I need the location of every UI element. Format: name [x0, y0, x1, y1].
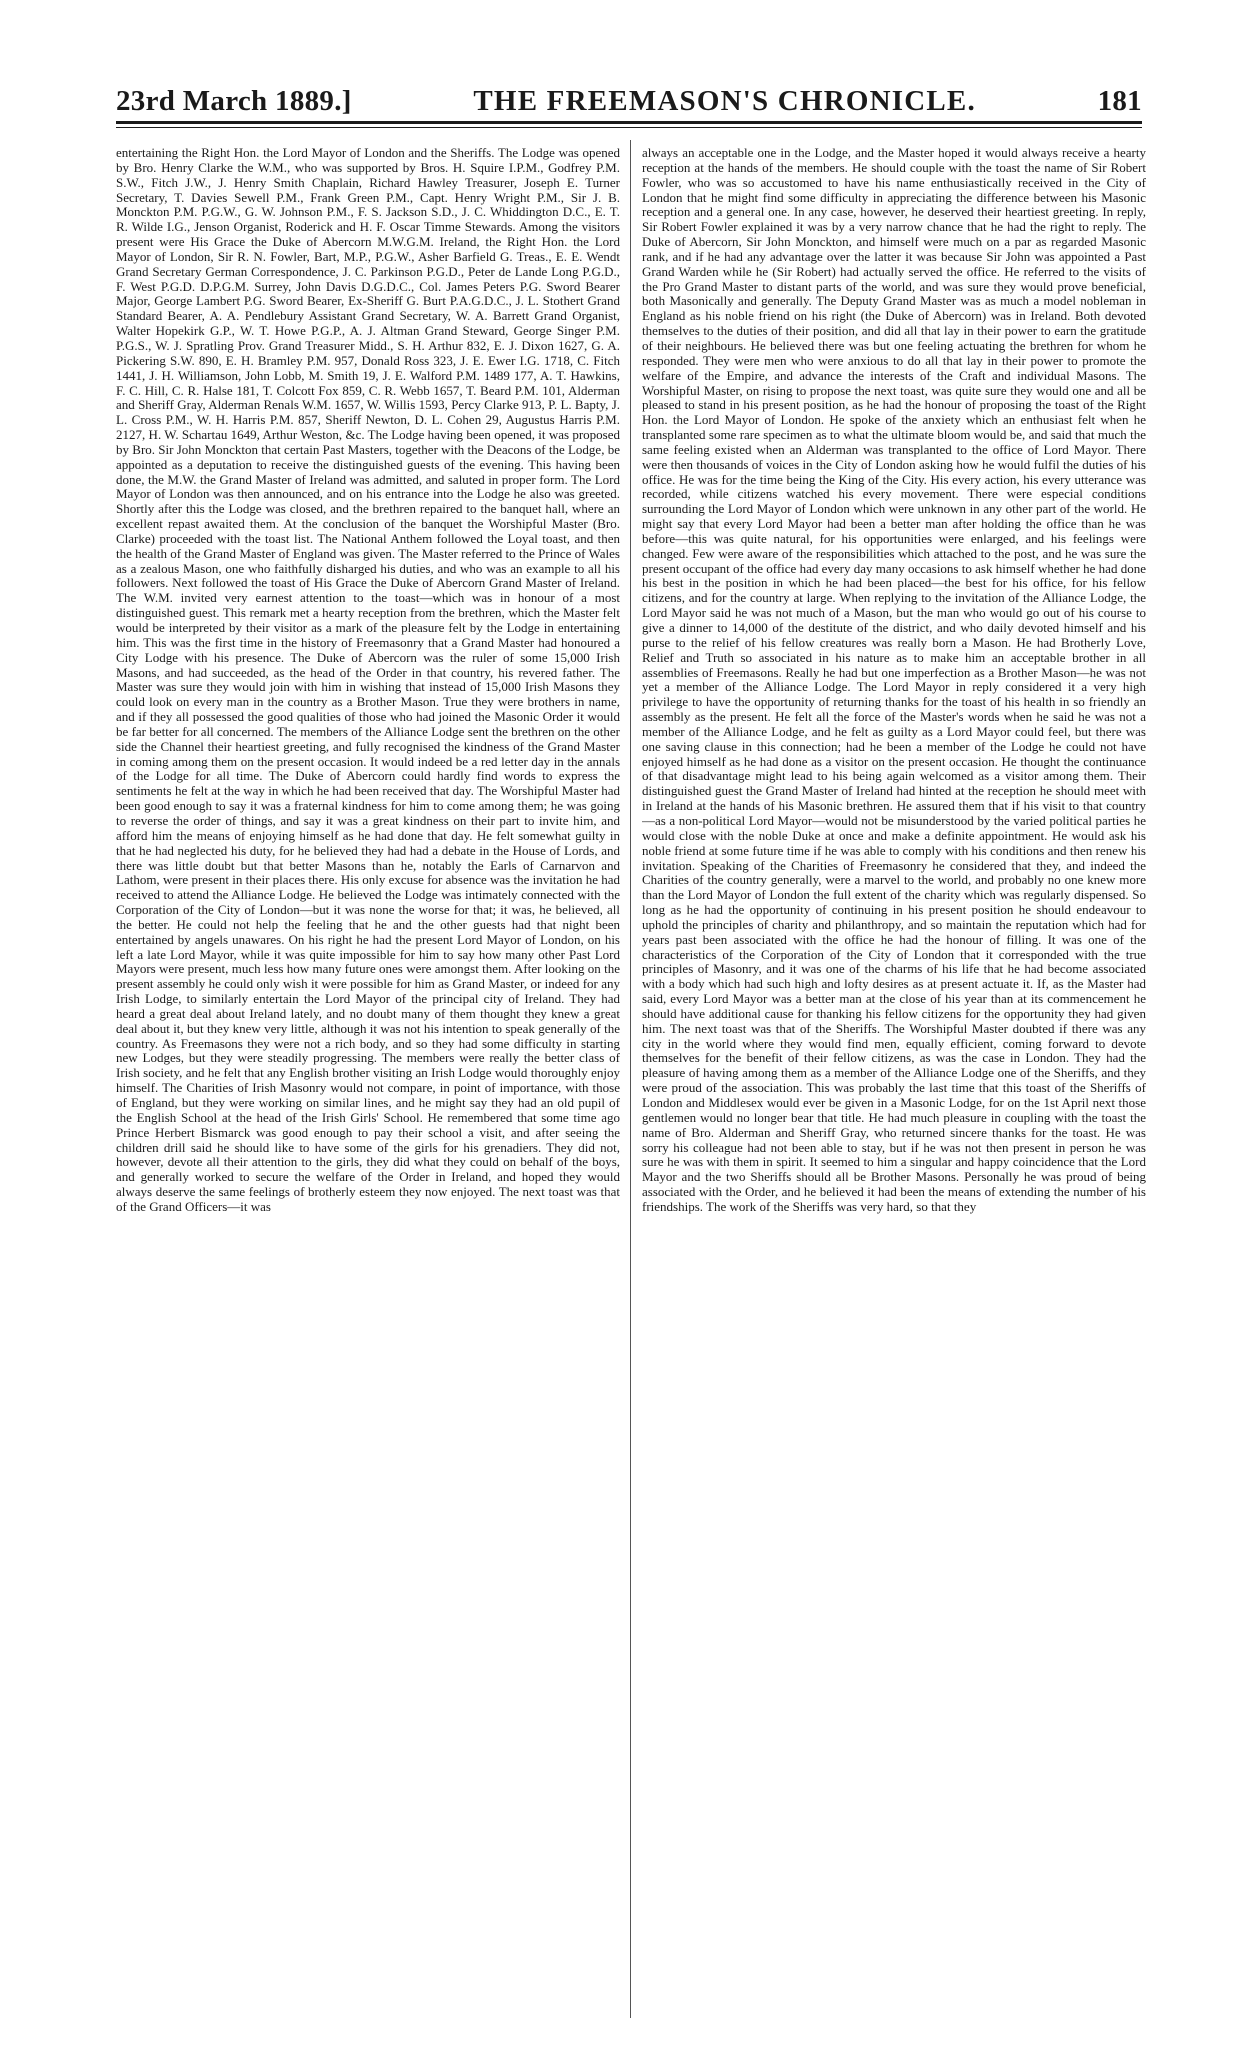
left-column-text: entertaining the Right Hon. the Lord Mayor of London and the Sheriffs. The Lodge was opened by Bro. Henry Clarke the W.M., who was supported by Bros. H. Squire I.P.M., Godfrey P.M. S.W., Fitch J.W., J. Henry Smith Chaplain, Richard Hawley Treasurer, Joseph E. Turner Secretary, T. Davies Sewell P.M., Frank Green P.M., Capt. Henry Wright P.M., Sir J. B. Monckton P.M. P.G.W., G. W. Johnson P.M., F. S. Jackson S.D., J. C. Whiddington D.C., E. T. R. Wilde I.G., Jenson Organist, Roderick and H. F. Oscar Timme Stewards. Among the visitors present were His Grace the Duke of Abercorn M.W.G.M. Ireland, the Right Hon. the Lord Mayor of London, Sir R. N. Fowler, Bart, M.P., P.G.W., Asher Barfield G. Treas., E. E. Wendt Grand Secretary German Correspondence, J. C. Parkinson P.G.D., Peter de Lande Long P.G.D., F. West P.G.D. D.P.G.M. Surrey, John Davis D.G.D.C., Col. James Peters P.G. Sword Bearer Major, George Lambert P.G. Sword Bearer, Ex-Sheriff G. Burt P.A.G.D.C., J. L. Stothert Grand Standard Bearer, A. A. Pendlebury Assistant Grand Secretary, W. A. Barrett Grand Organist, Walter Hopekirk G.P., W. T. Howe P.G.P., A. J. Altman Grand Steward, George Singer P.M. P.G.S., W. J. Spratling Prov. Grand Treasurer Midd., S. H. Arthur 832, E. J. Dixon 1627, G. A. Pickering S.W. 890, E. H. Bramley P.M. 957, Donald Ross 323, J. E. Ewer I.G. 1718, C. Fitch 1441, J. H. Williamson, John Lobb, M. Smith 19, J. E. Walford P.M. 1489 177, A. T. Hawkins, F. C. Hill, C. R. Halse 181, T. Colcott Fox 859, C. R. Webb 1657, T. Beard P.M. 101, Alderman and Sheriff Gray, Alderman Renals W.M. 1657, W. Willis 1593, Percy Clarke 913, P. L. Bapty, J. L. Cross P.M., W. H. Harris P.M. 857, Sheriff Newton, D. L. Cohen 29, Augustus Harris P.M. 2127, H. W. Schartau 1649, Arthur Weston, &c. The Lodge having been opened, it was proposed by Bro. Sir John Monckton that certain Past Masters, together with the Deacons of the Lodge, be appointed as a deputation to receive the distinguished guests of the evening. This having been done, the M.W. the Grand Master of Ireland was admitted, and saluted in proper form. The Lord Mayor of London was then announced, and on his entrance into the Lodge he also was greeted. Shortly after this the Lodge was closed, and the brethren repaired to the banquet hall, where an excellent repast awaited them. At the conclusion of the banquet the Worshipful Master (Bro. Clarke) proceeded with the toast list. The National Anthem followed the Loyal toast, and then the health of the Grand Master of England was given. The Master referred to the Prince of Wales as a zealous Mason, one who faithfully disharged his duties, and who was an example to all his followers. Next followed the toast of His Grace the Duke of Abercorn Grand Master of Ireland. The W.M. invited very earnest attention to the toast—which was in honour of a most distinguished guest. This remark met a hearty reception from the brethren, which the Master felt would be interpreted by their visitor as a mark of the pleasure felt by the Lodge in entertaining him. This was the first time in the history of Freemasonry that a Grand Master had honoured a City Lodge with his presence. The Duke of Abercorn was the ruler of some 15,000 Irish Masons, and had succeeded, as the head of the Order in that country, his revered father. The Master was sure they would join with him in wishing that instead of 15,000 Irish Masons they could look on every man in the country as a Brother Mason. True they were brothers in name, and if they all possessed the good qualities of those who had joined the Masonic Order it would be far better for all concerned. The members of the Alliance Lodge sent the brethren on the other side the Channel their heartiest greeting, and fully recognised the kindness of the Grand Master in coming among them on the present occasion. It would indeed be a red letter day in the annals of the Lodge for all time. The Duke of Abercorn could hardly find words to express the sentiments he felt at the way in which he had been received that day. The Worshipful Master had been good enough to say it was a fraternal kindness for him to come among them; he was going to reverse the order of things, and say it was a great kindness on their part to invite him, and afford him the means of enjoying himself as he had done that day. He felt somewhat guilty in that he had neglected his duty, for he believed they had had a debate in the House of Lords, and there was little doubt but that better Masons than he, notably the Earls of Carnarvon and Lathom, were present in their places there. His only excuse for absence was the invitation he had received to attend the Alliance Lodge. He believed the Lodge was intimately connected with the Corporation of the City of London—but it was none the worse for that; it was, he believed, all the better. He could not help the feeling that he and the other guests had that night been entertained by angels unawares. On his right he had the present Lord Mayor of London, on his left a late Lord Mayor, while it was quite impossible for him to say how many other Past Lord Mayors were present, much less how many future ones were amongst them. After looking on the present assembly he could only wish it were possible for him as Grand Master, or indeed for any Irish Lodge, to similarly entertain the Lord Mayor of the principal city of Ireland. They had heard a great deal about Ireland lately, and no doubt many of them thought they knew a great deal about it, but they knew very little, although it was not his intention to speak generally of the country. As Freemasons they were not a rich body, and so they had some difficulty in starting new Lodges, but they were steadily progressing. The members were really the better class of Irish society, and he felt that any English brother visiting an Irish Lodge would thoroughly enjoy himself. The Charities of Irish Masonry would not compare, in point of importance, with those of England, but they were working on similar lines, and he might say they had an old pupil of the English School at the head of the Irish Girls' School. He remembered that some time ago Prince Herbert Bismarck was good enough to pay their school a visit, and after seeing the children drill said he should like to have some of the girls for his grenadiers. They did not, however, devote all their attention to the girls, they did what they could on behalf of the boys, and generally worked to secure the welfare of the Order in Ireland, and hoped they would always deserve the same feelings of brotherly esteem they now enjoyed. The next toast was that of the Grand Officers—it was — [116, 146, 620, 1214]
publication-title: THE FREEMASON'S CHRONICLE. — [473, 85, 976, 117]
page-number: 181 — [1097, 85, 1142, 117]
left-column — [116, 146, 620, 2018]
issue-date: 23rd March 1889.] — [116, 85, 352, 117]
header-rule-thick — [116, 121, 1142, 124]
right-column-text: always an acceptable one in the Lodge, and the Master hoped it would always receive a hearty reception at the hands of the members. He should couple with the toast the name of Sir Robert Fowler, who was so accustomed to have his name enthusiastically received in the City of London that he might find some difficulty in appreciating the difference between his Masonic reception and a general one. In any case, however, he deserved their heartiest greeting. In reply, Sir Robert Fowler explained it was by a very narrow chance that he had the right to reply. The Duke of Abercorn, Sir John Monckton, and himself were much on a par as regarded Masonic rank, and if he had any advantage over the latter it was because Sir John was appointed a Past Grand Warden while he (Sir Robert) had actually served the office. He referred to the visits of the Pro Grand Master to distant parts of the world, and was sure they would prove beneficial, both Masonically and generally. The Deputy Grand Master was as much a model nobleman in England as his noble friend on his right (the Duke of Abercorn) was in Ireland. Both devoted themselves to the duties of their position, and did all that lay in their power to earn the gratitude of their neighbours. He believed there was but one feeling actuating the brethren for whom he responded. They were men who were anxious to do all that lay in their power to promote the welfare of the Empire, and advance the interests of the Craft and individual Masons. The Worshipful Master, on rising to propose the next toast, was quite sure they would one and all be pleased to stand in his present position, as he had the honour of proposing the toast of the Right Hon. the Lord Mayor of London. He spoke of the anxiety which an enthusiast felt when he transplanted some rare specimen as to what the ultimate bloom would be, and said that much the same feeling existed when an Alderman was transplanted to the office of Lord Mayor. There were then thousands of voices in the City of London asking how he would fulfil the duties of his office. He was for the time being the King of the City. His every action, his every utterance was recorded, while citizens watched his every movement. There were especial conditions surrounding the Lord Mayor of London which were unknown in any other part of the world. He might say that every Lord Mayor had been a better man after holding the office than he was before—this was quite natural, for his opportunities were enlarged, and his feelings were changed. Few were aware of the responsibilities which attached to the post, and he was sure the present occupant of the office had every day many occasions to ask himself whether he had done his best in the position in which he had been placed—the best for his office, for his fellow citizens, and for the country at large. When replying to the invitation of the Alliance Lodge, the Lord Mayor said he was not much of a Mason, but the man who would go out of his course to give a dinner to 14,000 of the destitute of the district, and who daily devoted himself and his purse to the relief of his fellow creatures was really born a Mason. He had Brotherly Love, Relief and Truth so associated in his nature as to make him an acceptable brother in all assemblies of Freemasons. Really he had but one imperfection as a Brother Mason—he was not yet a member of the Alliance Lodge. The Lord Mayor in reply considered it a very high privilege to have the opportunity of returning thanks for the toast of his health in so friendly an assembly as the present. He felt all the force of the Master's words when he said he was not a member of the Alliance Lodge, and he felt as guilty as a Lord Mayor could feel, but there was one saving clause in this connection; had he been a member of the Lodge he could not have enjoyed himself as he had done as a visitor on the present occasion. He thought the continuance of that disadvantage might lead to his being again welcomed as a visitor among them. Their distinguished guest the Grand Master of Ireland had hinted at the reception he should meet with in Ireland at the hands of his Masonic brethren. He assured them that if his visit to that country—as a non-political Lord Mayor—would not be misunderstood by the varied political parties he would close with the noble Duke at once and make a definite appointment. He would ask his noble friend at some future time if he was able to comply with his conditions and then renew his invitation. Speaking of the Charities of Freemasonry he considered that they, and indeed the Charities of the country generally, were a marvel to the world, and probably no one knew more than the Lord Mayor of London the full extent of the charity which was regularly dispensed. So long as he had the opportunity of continuing in his present position he should endeavour to uphold the principles of charity and philanthropy, and so maintain the reputation which had for years past been associated with the office he had the honour of filling. It was one of the characteristics of the Corporation of the City of London that it corresponded with the true principles of Masonry, and it was one of the charms of his life that he had become associated with a body which had such high and lofty desires as at present actuate it. If, as the Master had said, every Lord Mayor was a better man at the close of his year than at its commencement he should have additional cause for thanking his fellow citizens for the opportunity they had given him. The next toast was that of the Sheriffs. The Worshipful Master doubted if there was any city in the world where they would find men, equally efficient, coming forward to devote themselves for the benefit of their fellow citizens, as was the case in London. They had the pleasure of having among them as a member of the Alliance Lodge one of the Sheriffs, and they were proud of the association. This was probably the last time that this toast of the Sheriffs of London and Middlesex would ever be given in a Masonic Lodge, for on the 1st April next those gentlemen would no longer bear that title. He had much pleasure in coupling with the toast the name of Bro. Alderman and Sheriff Gray, who returned sincere thanks for the toast. He was sorry his colleague had not been able to stay, but if he was not then present in person he was sure he was with them in spirit. It seemed to him a singular and happy coincidence that the Lord Mayor and the two Sheriffs should all be Brother Masons. Personally he was proud of being associated with the Order, and he believed it had been the means of extending the number of his friendships. The work of the Sheriffs was very hard, so that they — [642, 146, 1146, 1214]
header-rule-thin — [116, 127, 1142, 128]
column-divider — [630, 140, 631, 2018]
right-column — [642, 146, 1146, 2018]
page-header — [116, 72, 1142, 118]
